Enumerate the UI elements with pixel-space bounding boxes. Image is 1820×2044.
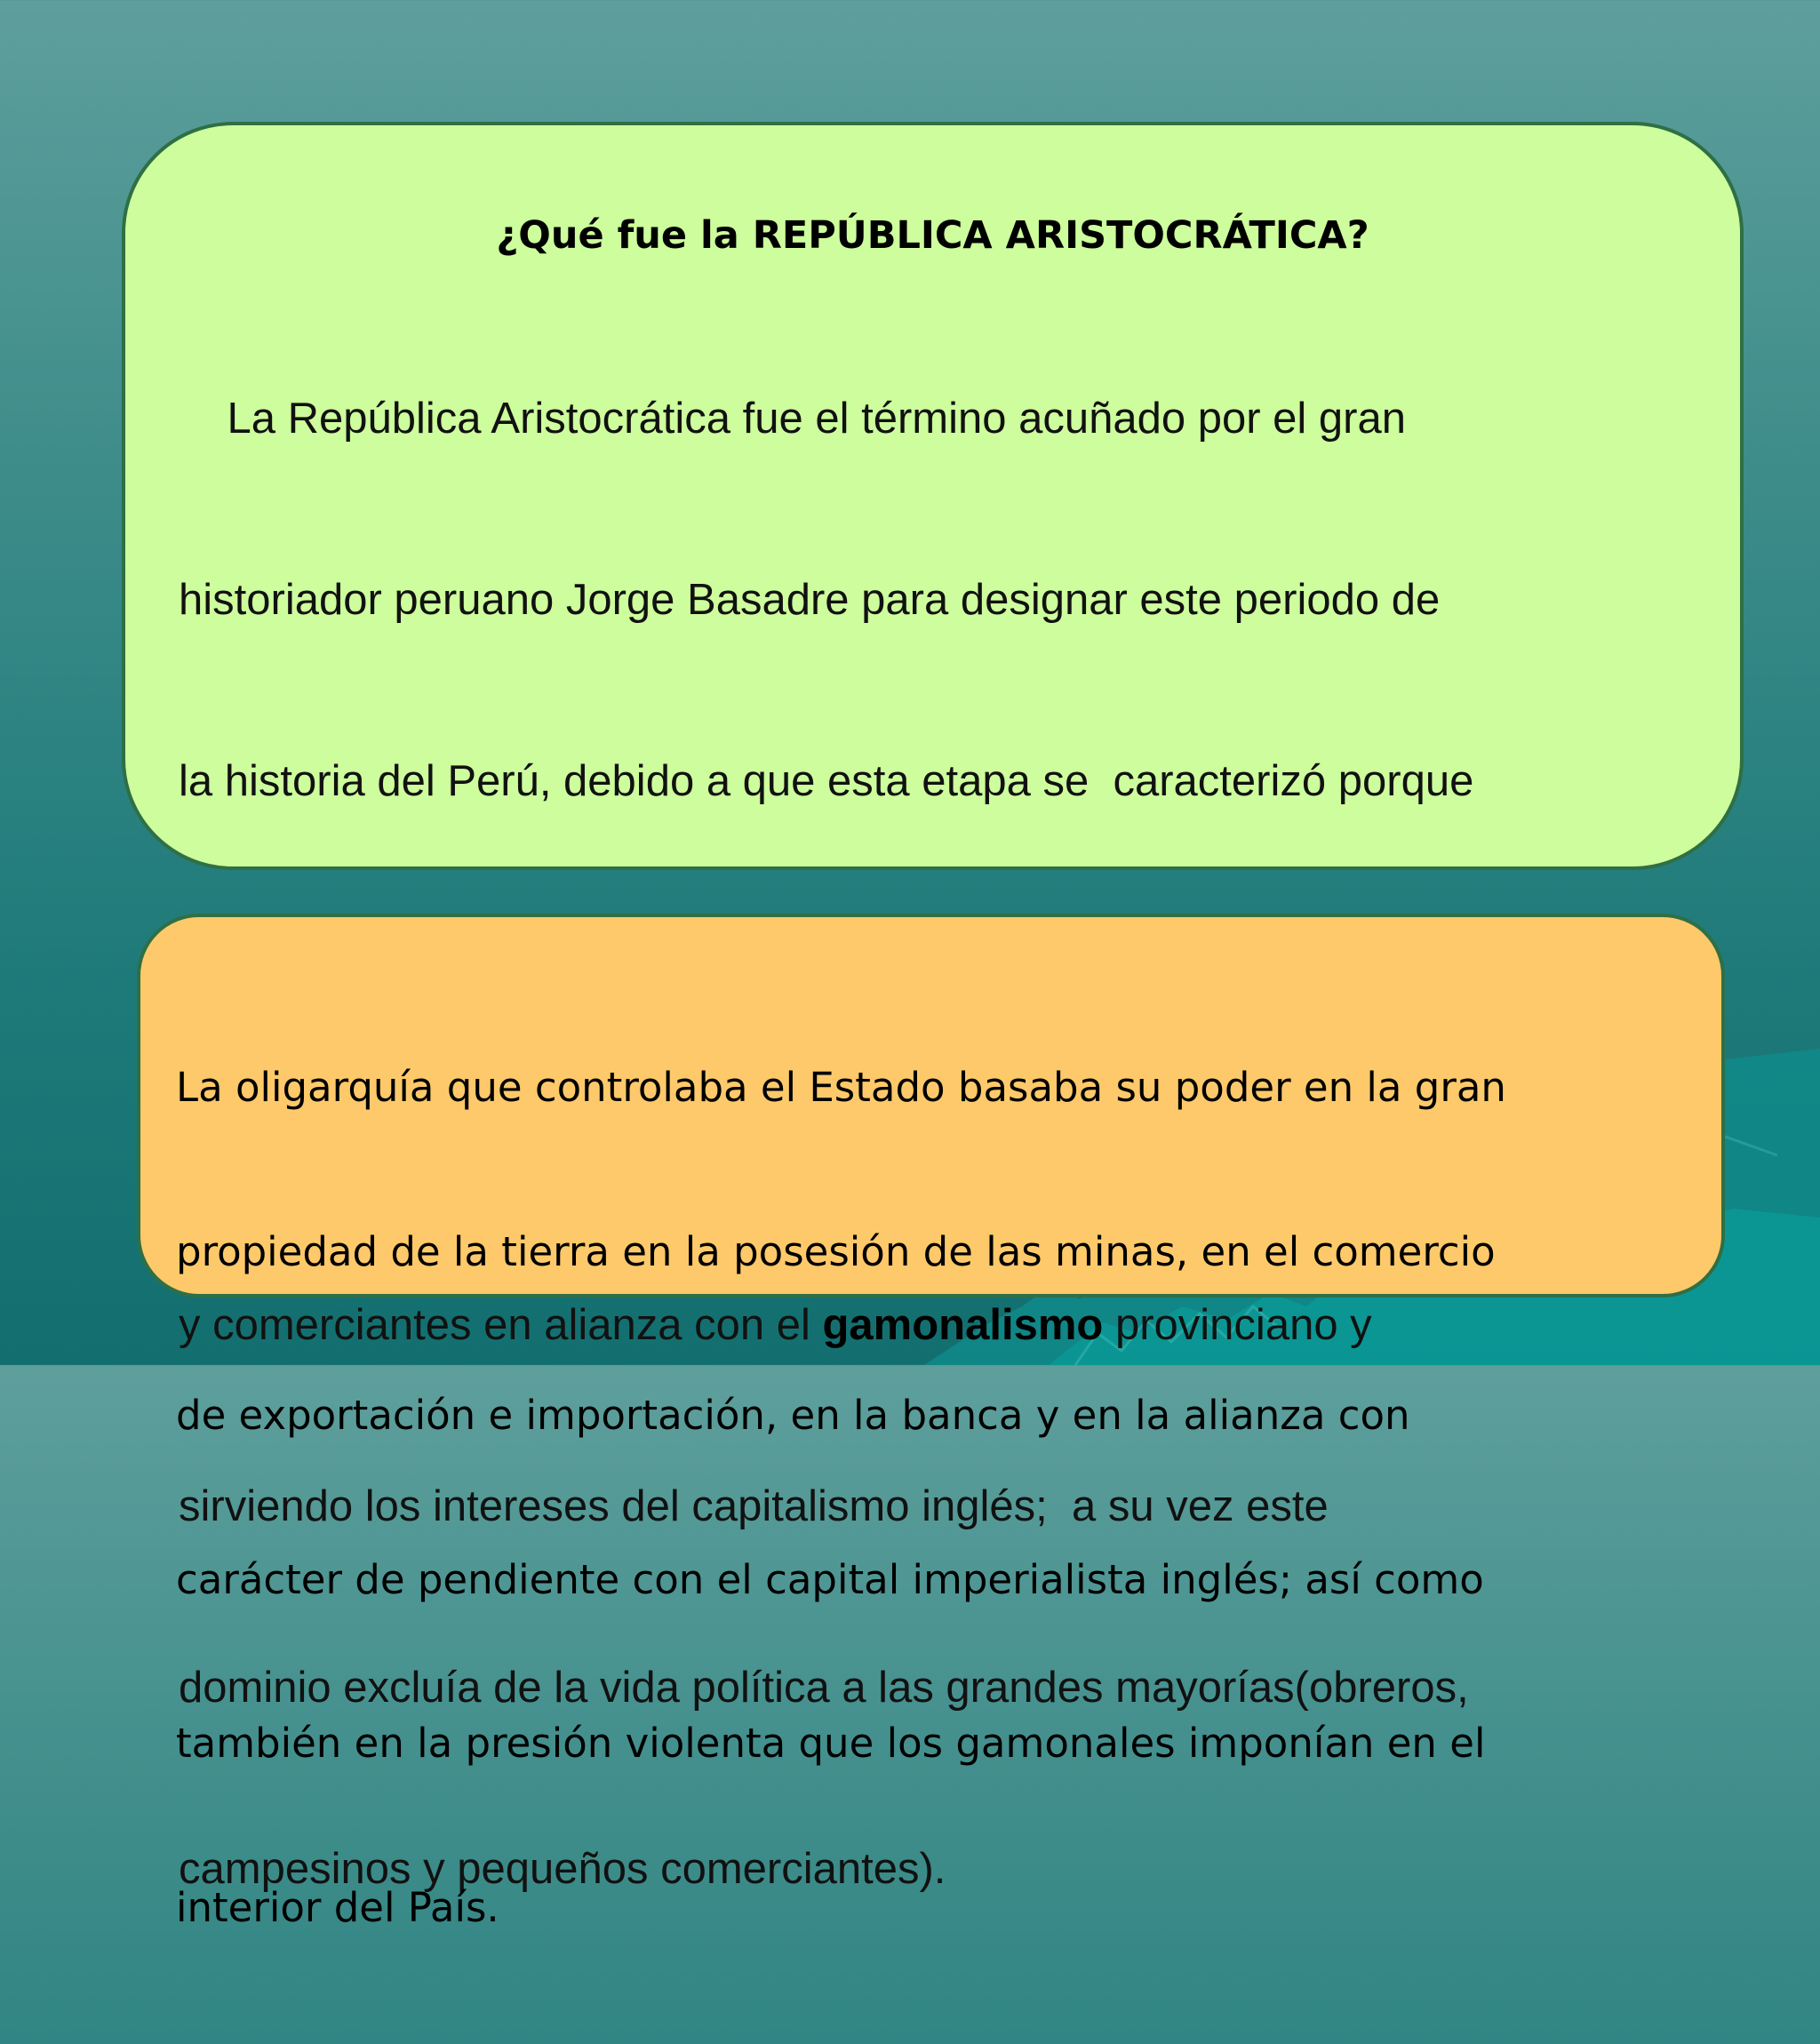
text-line: la historia del Perú, debido a que esta etapa se caracterizó porque	[179, 757, 1474, 805]
text-line: dominio excluía de la vida política a las grandes mayorías(obreros,	[179, 1664, 1469, 1712]
text-line: historiador peruano Jorge Basadre para designar este periodo de	[179, 576, 1441, 624]
text-line: carácter de pendiente con el capital imperialista inglés; así como	[176, 1555, 1484, 1603]
text-line: campesinos y pequeños comerciantes).	[179, 1845, 946, 1893]
text-line: propiedad de la tierra en la posesión de las minas, en el comercio	[176, 1227, 1496, 1275]
text-line: sirviendo los intereses del capitalismo inglés; a su vez este	[179, 1482, 1329, 1530]
keyword-gamonalismo: gamonalismo	[822, 1301, 1104, 1349]
text-line: La oligarquía que controlaba el Estado basaba su poder en la gran	[176, 1064, 1506, 1111]
card-title: ¿Qué fue la REPÚBLICA ARISTOCRÁTICA?	[496, 213, 1369, 258]
text-line: también en la presión violenta que los gamonales imponían en el	[176, 1720, 1486, 1767]
text-line: interior del País.	[176, 1883, 499, 1931]
text-line: y comerciantes en alianza con el gamonalismo provinciano y	[179, 1301, 1372, 1349]
text-line: de exportación e importación, en la banca y en la alianza con	[176, 1392, 1410, 1439]
oligarchy-text	[176, 951, 1704, 2044]
text-line: La República Aristocrática fue el término acuñado por el gran	[179, 395, 1406, 443]
